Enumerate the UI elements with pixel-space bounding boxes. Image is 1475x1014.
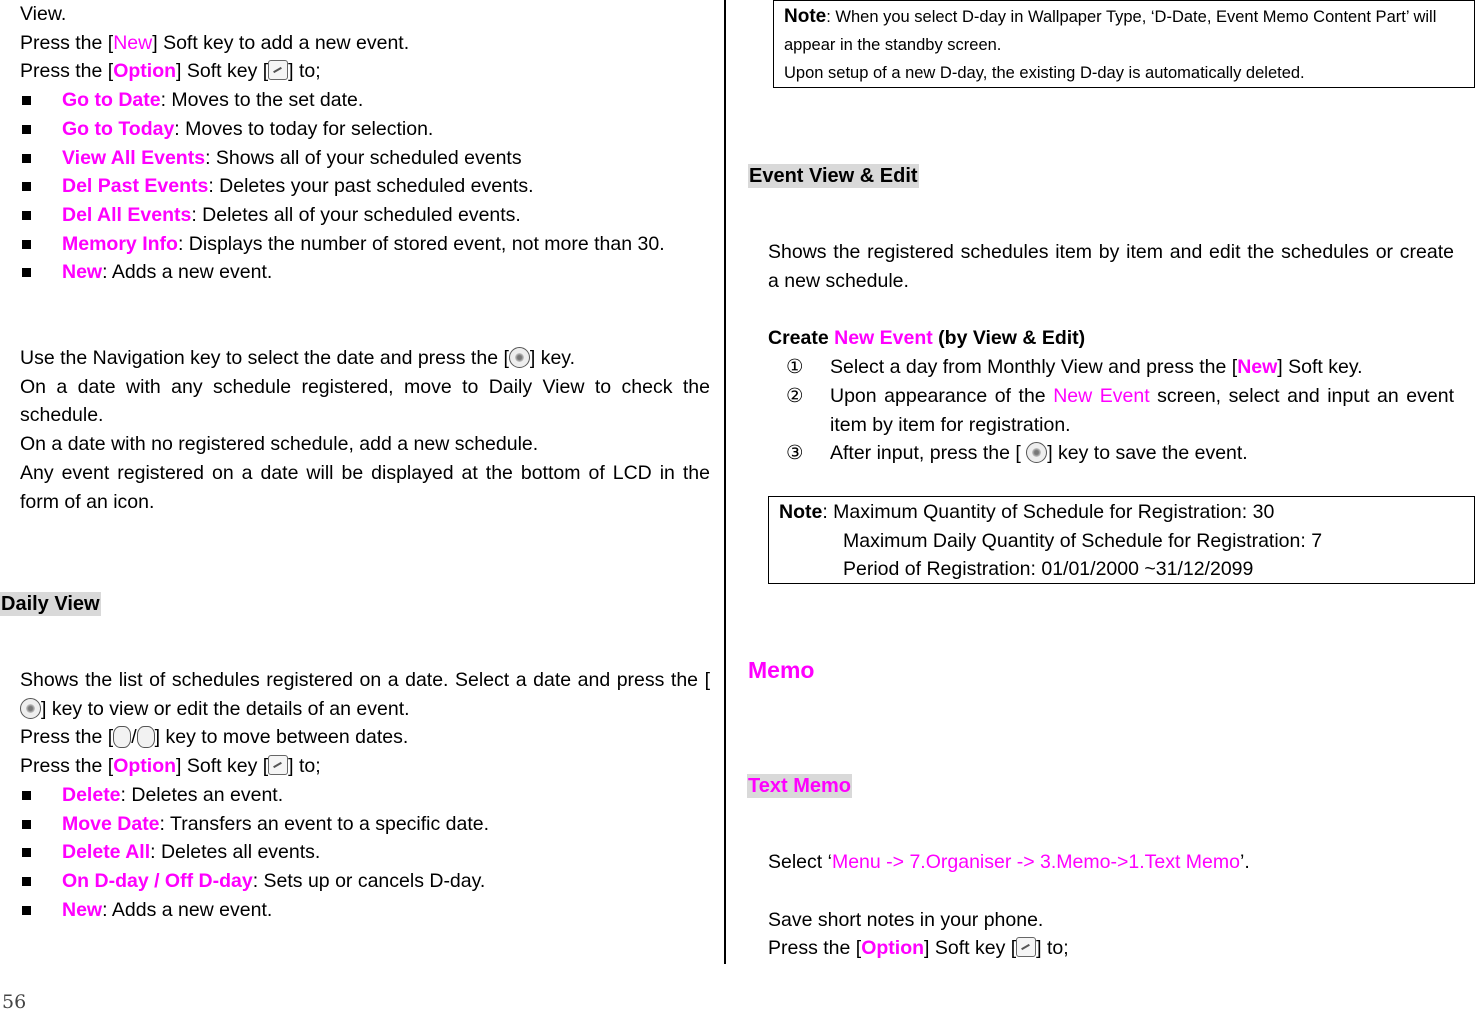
left-top-block: [20, 0, 665, 287]
event-view-heading: Event View & Edit: [749, 165, 918, 187]
ok-key-icon: [20, 698, 41, 719]
schedule-note-box: [768, 496, 1475, 584]
daily-press-option-line: Press the [Option] Soft key [ ] to;: [20, 755, 321, 778]
option-list-item: [20, 867, 710, 896]
dday-note-line2: Upon setup of a new D-day, the existing D-day is automatically deleted.: [784, 64, 1305, 82]
option-name: Delete: [62, 783, 121, 806]
option-name: Go to Date: [62, 89, 161, 112]
bullet-square-icon: [22, 125, 31, 134]
nav-para-4: Any event registered on a date will be displayed at the bottom of LCD in the form of an icon.: [20, 461, 710, 513]
schedule-note-line1: Note: Maximum Quantity of Schedule for Registration: 30: [779, 501, 1275, 523]
option-keyword: Option: [861, 937, 925, 960]
option-name: On D-day / Off D-day: [62, 869, 253, 892]
step-keyword: New: [1237, 356, 1278, 379]
create-step: ② Upon appearance of the New Event screen, select and input an event item by item for registration.: [768, 382, 1454, 439]
text-memo-section: [768, 848, 1458, 963]
select-menu-path: Select ‘Menu -> 7.Organiser -> 3.Memo->1.Text Memo’.: [768, 851, 1250, 873]
memo-heading: Memo: [748, 657, 815, 683]
option-description: : Deletes all events.: [150, 841, 321, 864]
option-keyword: Option: [113, 755, 177, 778]
bullet-square-icon: [22, 211, 31, 220]
monthly-options-list: [20, 86, 665, 287]
option-list-item: [20, 201, 665, 230]
option-description: : Deletes your past scheduled events.: [208, 175, 534, 198]
new-keyword: New: [113, 31, 153, 54]
daily-options-list: [20, 781, 710, 925]
option-name: New: [62, 898, 103, 921]
bullet-square-icon: [22, 96, 31, 105]
create-new-event-label: Create New Event (by View & Edit): [768, 327, 1086, 350]
soft-key-icon: [1016, 937, 1036, 957]
create-step: ① Select a day from Monthly View and press the [New] Soft key.: [768, 353, 1454, 382]
soft-key-icon: [268, 755, 288, 775]
step-number: ③: [786, 442, 804, 465]
option-description: : Displays the number of stored event, not more than 30.: [177, 232, 665, 255]
bullet-square-icon: [22, 820, 31, 829]
step-number: ①: [786, 356, 804, 379]
option-name: Del All Events: [62, 203, 192, 226]
bullet-square-icon: [22, 906, 31, 915]
option-keyword: Option: [113, 60, 177, 83]
navigation-paragraphs: [20, 344, 710, 516]
event-section: [768, 238, 1454, 468]
dday-note-line1: Note: When you select D-day in Wallpaper Type, ‘D-Date, Event Memo Content Part’ will appear in the standby screen.: [784, 6, 1437, 54]
bullet-square-icon: [22, 268, 31, 277]
create-steps: [768, 353, 1454, 468]
option-list-item: [20, 810, 710, 839]
option-description: : Deletes all of your scheduled events.: [191, 203, 521, 226]
schedule-note-line2: Maximum Daily Quantity of Schedule for Registration: 7: [843, 529, 1323, 552]
option-description: : Adds a new event.: [102, 898, 273, 921]
ok-key-icon: [1026, 442, 1047, 463]
bullet-square-icon: [22, 791, 31, 800]
daily-view-section: [20, 666, 710, 924]
event-para: Shows the registered schedules item by item and edit the schedules or create a new schedule.: [768, 241, 1454, 292]
option-list-item: [20, 781, 710, 810]
bullet-square-icon: [22, 182, 31, 191]
option-description: : Transfers an event to a specific date.: [159, 812, 490, 835]
option-description: : Shows all of your scheduled events: [205, 146, 522, 169]
daily-para-2: Press the [ / ] key to move between dates.: [20, 726, 409, 749]
option-description: : Moves to today for selection.: [174, 117, 434, 140]
option-list-item: [20, 896, 710, 925]
option-description: : Moves to the set date.: [160, 89, 364, 112]
option-description: : Adds a new event.: [102, 261, 273, 284]
text-memo-heading: Text Memo: [748, 775, 851, 797]
bullet-square-icon: [22, 848, 31, 857]
ok-key-icon: [509, 347, 530, 368]
dday-note-box: [773, 0, 1475, 88]
intro-view-text: View.: [20, 3, 67, 25]
memo-press-option-line: Press the [Option] Soft key [ ] to;: [768, 937, 1069, 960]
daily-view-heading: Daily View: [1, 593, 100, 615]
option-name: Del Past Events: [62, 175, 209, 198]
bullet-square-icon: [22, 240, 31, 249]
option-list-item: [20, 230, 665, 259]
bullet-square-icon: [22, 154, 31, 163]
nav-right-icon: [137, 726, 155, 748]
nav-para-1: Use the Navigation key to select the date and press the [ ] key.: [20, 347, 576, 369]
option-name: Go to Today: [62, 117, 175, 140]
page-number: 56: [2, 991, 27, 1013]
option-list-item: [20, 838, 710, 867]
press-new-line: Press the [New] Soft key to add a new event.: [20, 31, 410, 54]
option-list-item: [20, 86, 665, 115]
step-keyword: New Event: [1053, 384, 1150, 407]
press-option-line: Press the [Option] Soft key [ ] to;: [20, 60, 321, 83]
bullet-square-icon: [22, 877, 31, 886]
schedule-note-line3: Period of Registration: 01/01/2000 ~31/12/2099: [843, 558, 1254, 580]
nav-para-2: On a date with any schedule registered, move to Daily View to check the schedule.: [20, 375, 710, 427]
step-number: ②: [786, 384, 804, 407]
option-name: View All Events: [62, 146, 206, 169]
option-list-item: [20, 258, 665, 287]
option-list-item: [20, 172, 665, 201]
nav-left-icon: [113, 726, 131, 748]
option-description: : Deletes an event.: [120, 783, 284, 806]
nav-para-3: On a date with no registered schedule, add a new schedule.: [20, 433, 539, 456]
option-description: : Sets up or cancels D-day.: [252, 869, 486, 892]
save-notes-text: Save short notes in your phone.: [768, 908, 1044, 931]
soft-key-icon: [268, 60, 288, 80]
option-list-item: [20, 144, 665, 173]
daily-para-1: Shows the list of schedules registered on a date. Select a date and press the [] key to view or edit the details of an event.: [20, 669, 710, 720]
option-name: Delete All: [62, 841, 151, 864]
column-divider: [724, 0, 726, 964]
option-name: New: [62, 261, 103, 284]
option-list-item: [20, 115, 665, 144]
create-step: ③ After input, press the [ ] key to save the event.: [768, 439, 1454, 468]
option-name: Move Date: [62, 812, 160, 835]
option-name: Memory Info: [62, 232, 178, 255]
